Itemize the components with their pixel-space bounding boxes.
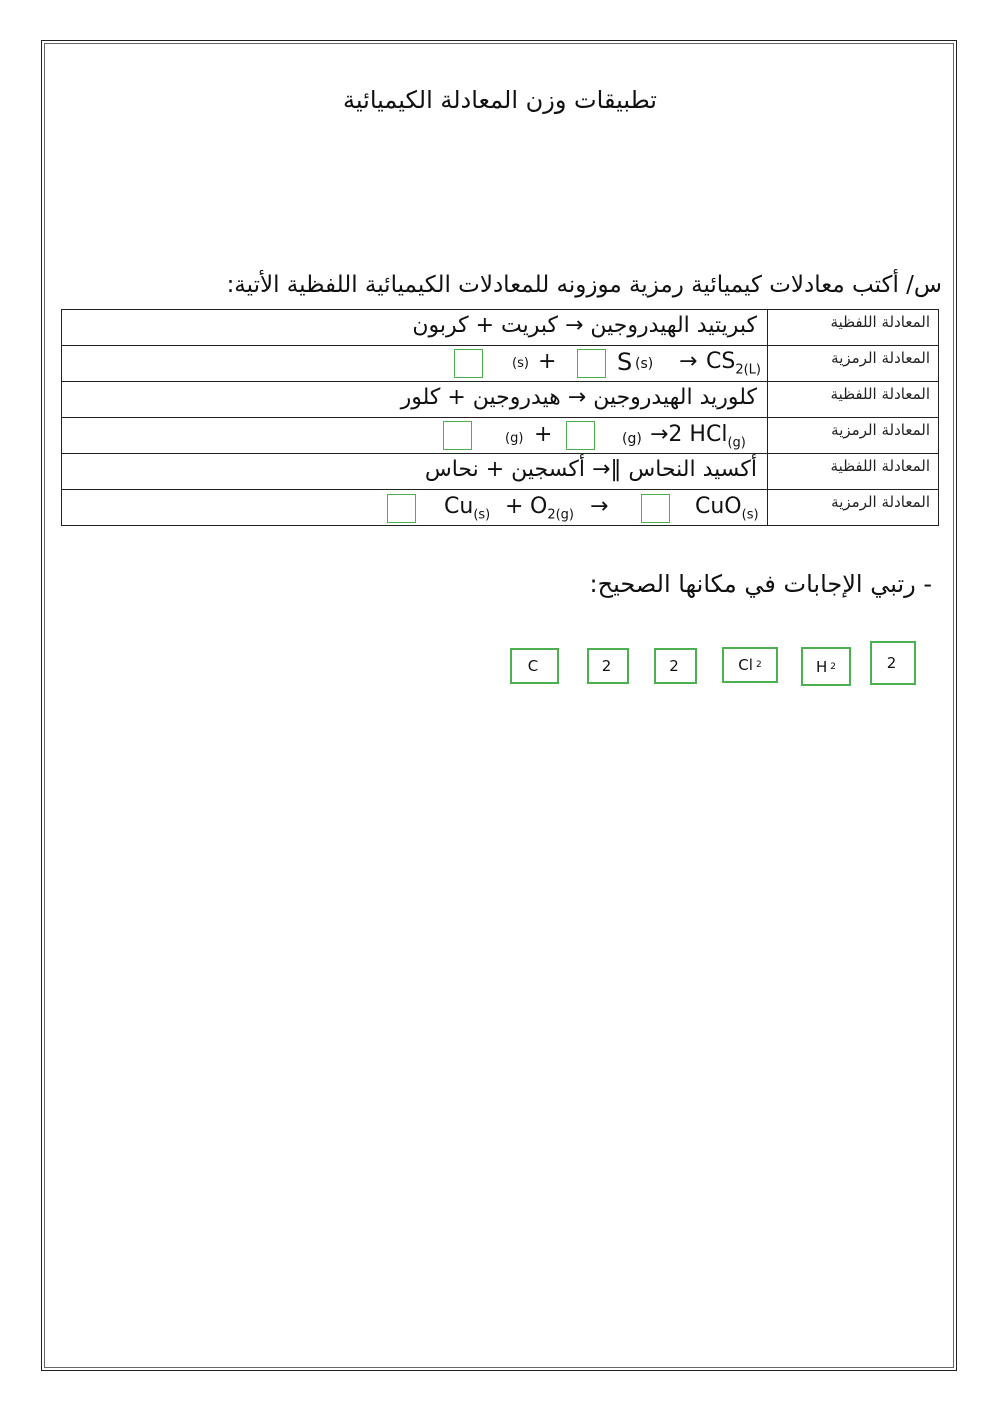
- state-label: (g): [622, 431, 642, 447]
- table-row: [62, 490, 939, 526]
- sulfur-symbol: S: [617, 348, 633, 376]
- answer-drop-box[interactable]: [577, 349, 606, 378]
- answer-tile[interactable]: 2: [654, 648, 697, 684]
- arrow: →: [590, 494, 609, 519]
- product-formula: →2 HCl$_{(g)}$: [650, 422, 746, 451]
- answer-drop-box[interactable]: [387, 494, 416, 523]
- product-formula: CuO$_{(s)}$: [695, 494, 759, 523]
- product-formula: $CS_{2(L)}$: [706, 349, 761, 378]
- answer-drop-box[interactable]: [443, 421, 472, 450]
- arrow: →: [679, 349, 698, 374]
- answer-tile[interactable]: H 2: [801, 647, 851, 686]
- row-label-word: المعادلة اللفظية: [768, 454, 939, 490]
- page-border: [41, 40, 957, 1371]
- oxygen-formula: $O_{2(g)}$: [530, 494, 574, 523]
- copper-formula: $Cu_{(s)}$: [444, 494, 491, 523]
- table-row: [62, 346, 939, 382]
- word-equation-3: أكسيد النحاس ‖→ أكسجين + نحاس: [424, 457, 757, 482]
- table-row: [62, 418, 939, 454]
- symbolic-equation-cell: [62, 490, 768, 526]
- table-row: [62, 310, 939, 346]
- row-label-word: المعادلة اللفظية: [768, 382, 939, 418]
- page-title: تطبيقات وزن المعادلة الكيميائية: [343, 86, 657, 114]
- word-equation-cell: [62, 454, 768, 490]
- state-label: (s): [512, 356, 529, 371]
- answer-drop-box[interactable]: [566, 421, 595, 450]
- plus-sign: +: [505, 494, 524, 519]
- answer-drop-box[interactable]: [641, 494, 670, 523]
- word-equation-1: كبريتيد الهيدروجين → كبريت + كربون: [412, 313, 757, 338]
- row-label-symbolic: المعادلة الرمزية: [768, 490, 939, 526]
- answer-tile[interactable]: 2: [587, 648, 629, 684]
- answer-tile[interactable]: 2: [870, 641, 916, 685]
- table-row: [62, 382, 939, 418]
- plus-sign: +: [534, 422, 553, 447]
- table-row: [62, 454, 939, 490]
- row-label-symbolic: المعادلة الرمزية: [768, 418, 939, 454]
- symbolic-equation-cell: [62, 346, 768, 382]
- answer-tile[interactable]: C: [510, 648, 559, 684]
- word-equation-2: كلوريد الهيدروجين → هيدروجين + كلور: [400, 385, 757, 410]
- answer-drop-box[interactable]: [454, 349, 483, 378]
- word-equation-cell: [62, 382, 768, 418]
- instruction-text: - رتبي الإجابات في مكانها الصحيح:: [589, 570, 932, 598]
- symbolic-equation-cell: [62, 418, 768, 454]
- state-label: (s): [635, 356, 654, 372]
- state-label: (g): [505, 431, 524, 446]
- word-equation-cell: [62, 310, 768, 346]
- plus-sign: +: [538, 349, 557, 374]
- answer-tile[interactable]: Cl 2: [722, 647, 778, 683]
- question-text: س/ أكتب معادلات كيميائية رمزية موزونه للمعادلات الكيميائية اللفظية الأتية:: [226, 272, 942, 298]
- row-label-symbolic: المعادلة الرمزية: [768, 346, 939, 382]
- row-label-word: المعادلة اللفظية: [768, 310, 939, 346]
- equations-table: [61, 309, 939, 526]
